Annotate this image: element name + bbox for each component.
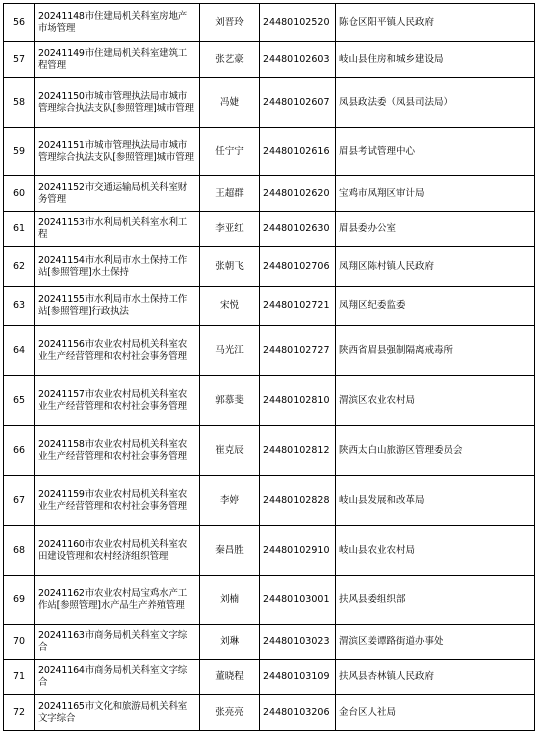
candidate-name: 郭慕斐: [200, 376, 260, 426]
row-number: 63: [4, 287, 35, 326]
post-name: 20241153市水利局机关科室水利工程: [35, 212, 200, 247]
candidate-name: 任宁宁: [200, 128, 260, 176]
work-unit: 渭滨区姜谭路街道办事处: [336, 625, 535, 660]
post-name: 20241151市城市管理执法局市城市管理综合执法支队[参照管理]城市管理: [35, 128, 200, 176]
work-unit: 金台区人社局: [336, 695, 535, 731]
candidate-name: 马光江: [200, 326, 260, 376]
candidate-name: 张亮亮: [200, 695, 260, 731]
post-name: 20241163市商务局机关科室文字综合: [35, 625, 200, 660]
work-unit: 陈仓区阳平镇人民政府: [336, 4, 535, 42]
table-row: [4, 326, 535, 376]
exam-id: 24480102828: [260, 476, 336, 526]
table-row: [4, 376, 535, 426]
table-row: [4, 476, 535, 526]
exam-id: 24480102607: [260, 78, 336, 128]
work-unit: 眉县委办公室: [336, 212, 535, 247]
post-name: 20241154市水利局市水土保持工作站[参照管理]水土保持: [35, 247, 200, 287]
work-unit: 陕西省眉县强制隔离戒毒所: [336, 326, 535, 376]
post-name: 20241160市农业农村局机关科室农田建设管理和农村经济组织管理: [35, 526, 200, 576]
row-number: 61: [4, 212, 35, 247]
exam-id: 24480102810: [260, 376, 336, 426]
candidate-name: 崔克辰: [200, 426, 260, 476]
post-name: 20241156市农业农村局机关科室农业生产经营管理和农村社会事务管理: [35, 326, 200, 376]
work-unit: 宝鸡市凤翔区审计局: [336, 176, 535, 212]
work-unit: 岐山县住房和城乡建设局: [336, 42, 535, 78]
exam-id: 24480102910: [260, 526, 336, 576]
exam-id: 24480103001: [260, 576, 336, 625]
post-name: 20241149市住建局机关科室建筑工程管理: [35, 42, 200, 78]
post-name: 20241158市农业农村局机关科室农业生产经营管理和农村社会事务管理: [35, 426, 200, 476]
candidate-name: 秦昌胜: [200, 526, 260, 576]
work-unit: 扶风县杏林镇人民政府: [336, 660, 535, 695]
post-name: 20241157市农业农村局机关科室农业生产经营管理和农村社会事务管理: [35, 376, 200, 426]
exam-id: 24480103109: [260, 660, 336, 695]
exam-id: 24480102620: [260, 176, 336, 212]
table-row: [4, 287, 535, 326]
candidate-name: 李亚红: [200, 212, 260, 247]
post-name: 20241150市城市管理执法局市城市管理综合执法支队[参照管理]城市管理: [35, 78, 200, 128]
table-row: [4, 42, 535, 78]
work-unit: 岐山县发展和改革局: [336, 476, 535, 526]
work-unit: 渭滨区农业农村局: [336, 376, 535, 426]
work-unit: 陕西太白山旅游区管理委员会: [336, 426, 535, 476]
row-number: 60: [4, 176, 35, 212]
table-row: [4, 212, 535, 247]
candidate-name: 宋悦: [200, 287, 260, 326]
post-name: 20241148市住建局机关科室房地产市场管理: [35, 4, 200, 42]
table-row: [4, 526, 535, 576]
post-name: 20241165市文化和旅游局机关科室文字综合: [35, 695, 200, 731]
table-row: [4, 576, 535, 625]
exam-id: 24480102727: [260, 326, 336, 376]
exam-id: 24480102812: [260, 426, 336, 476]
table-row: [4, 176, 535, 212]
work-unit: 扶风县委组织部: [336, 576, 535, 625]
exam-id: 24480102520: [260, 4, 336, 42]
candidate-name: 张艺豪: [200, 42, 260, 78]
table-row: [4, 4, 535, 42]
row-number: 68: [4, 526, 35, 576]
post-name: 20241155市水利局市水土保持工作站[参照管理]行政执法: [35, 287, 200, 326]
candidate-name: 刘楠: [200, 576, 260, 625]
row-number: 62: [4, 247, 35, 287]
row-number: 67: [4, 476, 35, 526]
row-number: 70: [4, 625, 35, 660]
exam-id: 24480102616: [260, 128, 336, 176]
row-number: 58: [4, 78, 35, 128]
candidate-name: 董晓程: [200, 660, 260, 695]
table-row: [4, 128, 535, 176]
exam-id: 24480102721: [260, 287, 336, 326]
post-name: 20241162市农业农村局宝鸡水产工作站[参照管理]水产品生产养殖管理: [35, 576, 200, 625]
candidate-name: 冯婕: [200, 78, 260, 128]
row-number: 66: [4, 426, 35, 476]
exam-id: 24480103023: [260, 625, 336, 660]
exam-id: 24480102603: [260, 42, 336, 78]
row-number: 56: [4, 4, 35, 42]
row-number: 57: [4, 42, 35, 78]
post-name: 20241164市商务局机关科室文字综合: [35, 660, 200, 695]
row-number: 65: [4, 376, 35, 426]
exam-id: 24480102630: [260, 212, 336, 247]
candidate-name: 刘琳: [200, 625, 260, 660]
post-name: 20241159市农业农村局机关科室农业生产经营管理和农村社会事务管理: [35, 476, 200, 526]
work-unit: 眉县考试管理中心: [336, 128, 535, 176]
candidate-name: 王超群: [200, 176, 260, 212]
row-number: 72: [4, 695, 35, 731]
work-unit: 凤翔区陈村镇人民政府: [336, 247, 535, 287]
row-number: 59: [4, 128, 35, 176]
work-unit: 岐山县农业农村局: [336, 526, 535, 576]
candidate-name: 刘晋玲: [200, 4, 260, 42]
work-unit: 凤翔区纪委监委: [336, 287, 535, 326]
row-number: 69: [4, 576, 35, 625]
table-row: [4, 660, 535, 695]
results-table: [3, 3, 535, 731]
table-row: [4, 426, 535, 476]
row-number: 71: [4, 660, 35, 695]
exam-id: 24480102706: [260, 247, 336, 287]
candidate-name: 李婷: [200, 476, 260, 526]
work-unit: 凤县政法委（凤县司法局）: [336, 78, 535, 128]
post-name: 20241152市交通运输局机关科室财务管理: [35, 176, 200, 212]
exam-id: 24480103206: [260, 695, 336, 731]
candidate-name: 张朝飞: [200, 247, 260, 287]
row-number: 64: [4, 326, 35, 376]
table-row: [4, 695, 535, 731]
table-row: [4, 247, 535, 287]
table-row: [4, 78, 535, 128]
table-row: [4, 625, 535, 660]
